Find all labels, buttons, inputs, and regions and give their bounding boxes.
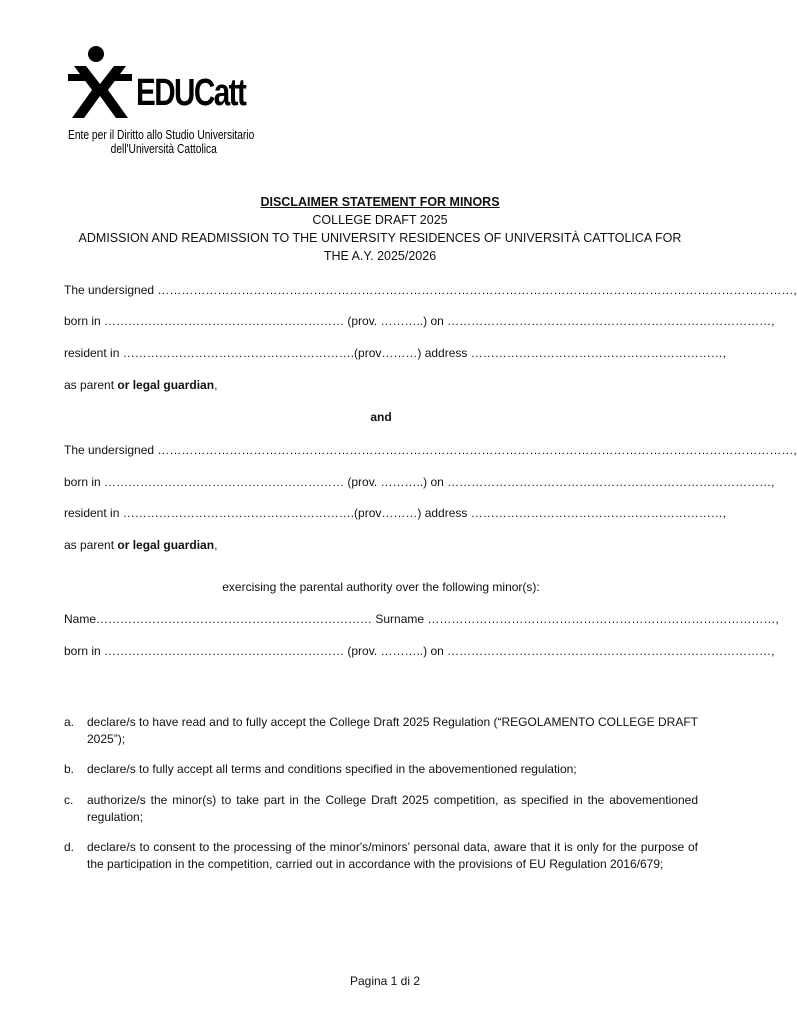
logo-wordmark: EDUCatt [136, 72, 246, 114]
minor-name-field[interactable]: Name…………………………………………………………… Surname ……………………………………………………………………………, [64, 612, 779, 626]
parent2-role-bold: or legal guardian [117, 538, 215, 552]
logo-subtitle-line2: dell'Università Cattolica [110, 142, 217, 156]
parent1-role-prefix: as parent [64, 378, 118, 392]
list-item-text: authorize/s the minor(s) to take part in the College Draft 2025 competition, as specified in the abovementioned regulation; [87, 793, 698, 824]
parent1-resident-field[interactable]: resident in ………………………………………………….(prov………) address ………………………………………………………, [64, 346, 727, 360]
heading-line-4: THE A.Y. 2025/2026 [323, 249, 437, 263]
parent1-born-field[interactable]: born in …………………………………………………… (prov. ………..) on ………………………………………………………………………, [64, 314, 775, 328]
list-marker: b. [64, 762, 75, 776]
heading-line-3: ADMISSION AND READMISSION TO THE UNIVERSITY RESIDENCES OF UNIVERSITÀ CATTOLICA FOR [78, 231, 682, 245]
parent2-undersigned-field[interactable]: The undersigned ……………………………………………………………………………………………………………………………………………, [64, 443, 797, 457]
and-separator [64, 409, 698, 425]
parent2-resident-field[interactable]: resident in ………………………………………………….(prov………) address ………………………………………………………, [64, 506, 727, 520]
minor-born-field[interactable]: born in …………………………………………………… (prov. ………..) on ………………………………………………………………………, [64, 644, 775, 658]
list-item [64, 761, 698, 778]
parent2-role-line [64, 537, 698, 553]
parent2-role-prefix: as parent [64, 538, 118, 552]
parent1-role-suffix: , [214, 378, 218, 392]
list-item-text: declare/s to fully accept all terms and conditions specified in the abovementioned regulation; [87, 762, 577, 776]
parent1-undersigned-field[interactable]: The undersigned ……………………………………………………………………………………………………………………………………………, [64, 283, 797, 297]
and-label: and [370, 410, 392, 424]
list-item-text: declare/s to consent to the processing of the minor's/minors’ personal data, aware that it is only for the purpose of the participation in the competition, carried out in accordance with the provisions of EU Regulation 2016/679; [87, 840, 698, 871]
list-item-text: declare/s to have read and to fully accept the College Draft 2025 Regulation (“REGOLAMENTO COLLEGE DRAFT 2025”); [87, 715, 698, 746]
list-marker: a. [64, 715, 75, 729]
parent1-role-bold: or legal guardian [117, 378, 215, 392]
list-item [64, 792, 698, 826]
parent1-role-line [64, 377, 698, 393]
logo-subtitle-line1: Ente per il Diritto allo Studio Universitario [68, 128, 255, 142]
parent2-role-suffix: , [214, 538, 218, 552]
parent2-born-field[interactable]: born in …………………………………………………… (prov. ………..) on ………………………………………………………………………, [64, 475, 775, 489]
list-item [64, 714, 698, 748]
list-item [64, 839, 698, 873]
educatt-figure-icon [66, 44, 134, 124]
document-title: DISCLAIMER STATEMENT FOR MINORS [260, 195, 500, 209]
educatt-logo [66, 44, 286, 159]
list-marker: c. [64, 793, 74, 807]
page-number: Pagina 1 di 2 [349, 974, 421, 988]
minor-intro: exercising the parental authority over the following minor(s): [222, 580, 540, 594]
heading-line-2: COLLEGE DRAFT 2025 [312, 213, 448, 227]
list-marker: d. [64, 840, 75, 854]
logo-subtitle [68, 128, 254, 156]
